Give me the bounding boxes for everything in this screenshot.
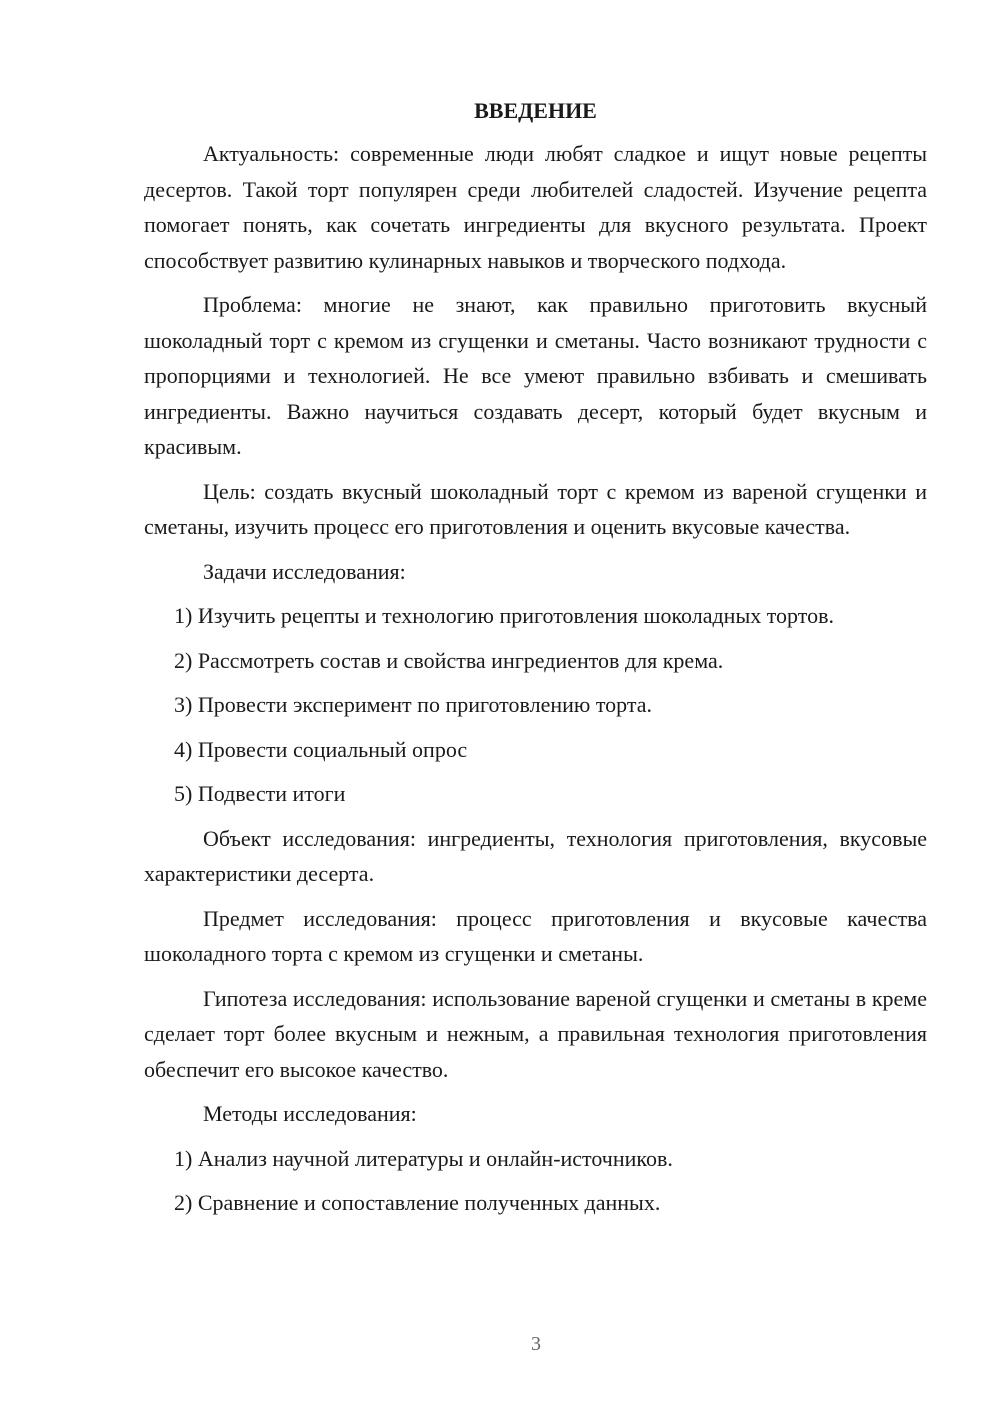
- task-item: 2) Рассмотреть состав и свойства ингредиентов для крема.: [174, 647, 724, 673]
- page-number: 3: [531, 1333, 541, 1355]
- object-paragraph: Объект исследования: ингредиенты, технология приготовления, вкусовые характеристики десерта.: [144, 825, 927, 886]
- subject-paragraph: Предмет исследования: процесс приготовления и вкусовые качества шоколадного торта с кремом из сгущенки и сметаны.: [144, 905, 927, 966]
- task-item: 5) Подвести итоги: [174, 781, 346, 806]
- hypothesis-paragraph: Гипотеза исследования: использование вареной сгущенки и сметаны в креме сделает торт более вкусным и нежным, а правильная технология приготовления обеспечит его высокое качество.: [144, 985, 927, 1082]
- method-item: 1) Анализ научной литературы и онлайн-источников.: [174, 1145, 673, 1171]
- page-title: ВВЕДЕНИЕ: [474, 98, 597, 123]
- problem-paragraph: Проблема: многие не знают, как правильно приготовить вкусный шоколадный торт с кремом из сгущенки и сметаны. Часто возникают трудности с пропорциями и технологией. Не все умеют правильно взбивать и смешивать ингредиенты. Важно научиться создавать десерт, который будет вкусным и красивым.: [144, 292, 927, 459]
- methods-label: Методы исследования:: [203, 1101, 417, 1126]
- relevance-paragraph: Актуальность: современные люди любят сладкое и ищут новые рецепты десертов. Такой торт популярен среди любителей сладостей. Изучение рецепта помогает понять, как сочетать ингредиенты для вкусного результата. Проект способствует развитию кулинарных навыков и творческого подхода.: [144, 141, 927, 273]
- tasks-label: Задачи исследования:: [203, 558, 406, 584]
- task-item: 3) Провести эксперимент по приготовлению торта.: [174, 692, 653, 717]
- task-item: 4) Провести социальный опрос: [174, 736, 468, 762]
- task-item: 1) Изучить рецепты и технологию приготовления шоколадных тортов.: [174, 603, 834, 628]
- page-content: [144, 96, 927, 1230]
- method-item: 2) Сравнение и сопоставление полученных данных.: [174, 1190, 661, 1215]
- goal-paragraph: Цель: создать вкусный шоколадный торт с кремом из вареной сгущенки и сметаны, изучить процесс его приготовления и оценить вкусовые качества.: [144, 478, 927, 539]
